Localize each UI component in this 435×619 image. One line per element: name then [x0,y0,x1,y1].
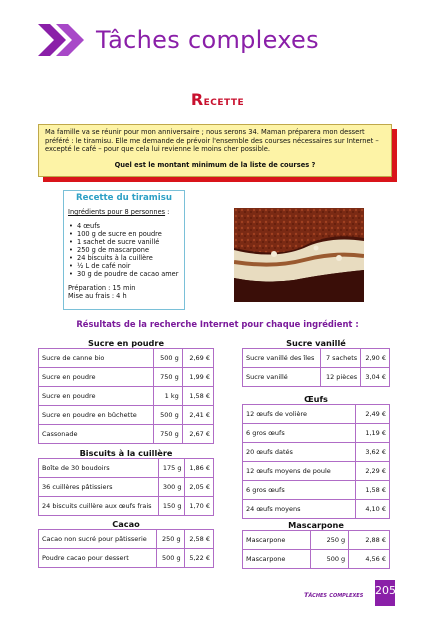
table-sucre-poudre [38,348,214,444]
table-row: Sucre en poudre 750 g 1,99 € [39,368,214,387]
table-row: Sucre de canne bio 500 g 2,69 € [39,349,214,368]
ingredients-list [68,222,180,278]
table-row: 12 œufs moyens de poule 2,29 € [243,462,390,481]
page-title [0,90,435,109]
table-cacao [38,529,214,568]
problem-box [38,124,392,177]
list-item: • 30 g de poudre de cacao amer [68,270,180,278]
table-row: Sucre vanillé 12 pièces 3,04 € [243,368,390,387]
table-row: 24 œufs moyens 4,10 € [243,500,390,519]
chill-time: Mise au frais : 4 h [68,292,127,300]
page-header [38,22,418,58]
header-title: Tâches complexes [96,26,319,54]
list-item: • 4 œufs [68,222,180,230]
category-title-cacao: Cacao [112,519,140,529]
table-row: Cacao non sucré pour pâtisserie 250 g 2,58 € [39,530,214,549]
table-row: 24 biscuits cuillère aux œufs frais 150 g 1,70 € [39,497,214,516]
problem-question: Quel est le montant minimum de la liste de courses ? [114,160,316,169]
table-row: Mascarpone 250 g 2,88 € [243,531,390,550]
list-item: • 250 g de mascarpone [68,246,180,254]
table-row: 6 gros œufs 1,19 € [243,424,390,443]
page-title-initial: R [190,90,204,109]
ingredients-heading: Ingrédients pour 8 personnes : [68,208,170,216]
page-number: 205 [375,580,395,606]
list-item: • 100 g de sucre en poudre [68,230,180,238]
table-row: Cassonade 750 g 2,67 € [39,425,214,444]
table-mascarpone [242,530,390,569]
chevron-double-icon [38,22,90,58]
category-title-sucre-poudre: Sucre en poudre [87,338,165,348]
table-row: 36 cuillères pâtissiers 300 g 2,05 € [39,478,214,497]
list-item: • 1 sachet de sucre vanillé [68,238,180,246]
table-row: Sucre en poudre en bûchette 500 g 2,41 € [39,406,214,425]
category-title-biscuits: Biscuits à la cuillère [79,448,173,458]
tiramisu-illustration [234,208,364,302]
category-title-oeufs: Œufs [304,394,328,404]
prep-time: Préparation : 15 min [68,284,136,292]
list-item: • ½ L de café noir [68,262,180,270]
table-row: Sucre en poudre 1 kg 1,58 € [39,387,214,406]
list-item: • 24 biscuits à la cuillère [68,254,180,262]
table-row: Sucre vanillé des îles 7 sachets 2,90 € [243,349,390,368]
category-title-sucre-vanille: Sucre vanillé [286,338,346,348]
recipe-card [63,190,185,310]
recipe-title: Recette du tiramisu [76,193,172,203]
table-row: Boîte de 30 boudoirs 175 g 1,86 € [39,459,214,478]
table-row: 6 gros œufs 1,58 € [243,481,390,500]
table-row: 20 œufs datés 3,62 € [243,443,390,462]
footer-label: Tâches complexes [304,591,364,599]
page-title-rest: ecette [203,93,245,108]
category-title-mascarpone: Mascarpone [288,520,344,530]
table-biscuits [38,458,214,516]
table-sucre-vanille [242,348,390,387]
table-row: Mascarpone 500 g 4,56 € [243,550,390,569]
problem-text: Ma famille va se réunir pour mon anniversaire ; nous serons 34. Maman préparera mon dessert préféré : le tiramisu. Elle me demande de prévoir l'ensemble des courses nécessaires sur Internet – excepté le café – pour que cela lui revienne le moins cher possible. [45,128,379,154]
table-oeufs [242,404,390,519]
results-title: Résultats de la recherche Internet pour chaque ingrédient : [76,319,359,329]
table-row: Poudre cacao pour dessert 500 g 5,22 € [39,549,214,568]
tiramisu-photo [234,208,364,302]
table-row: 12 œufs de volière 2,49 € [243,405,390,424]
